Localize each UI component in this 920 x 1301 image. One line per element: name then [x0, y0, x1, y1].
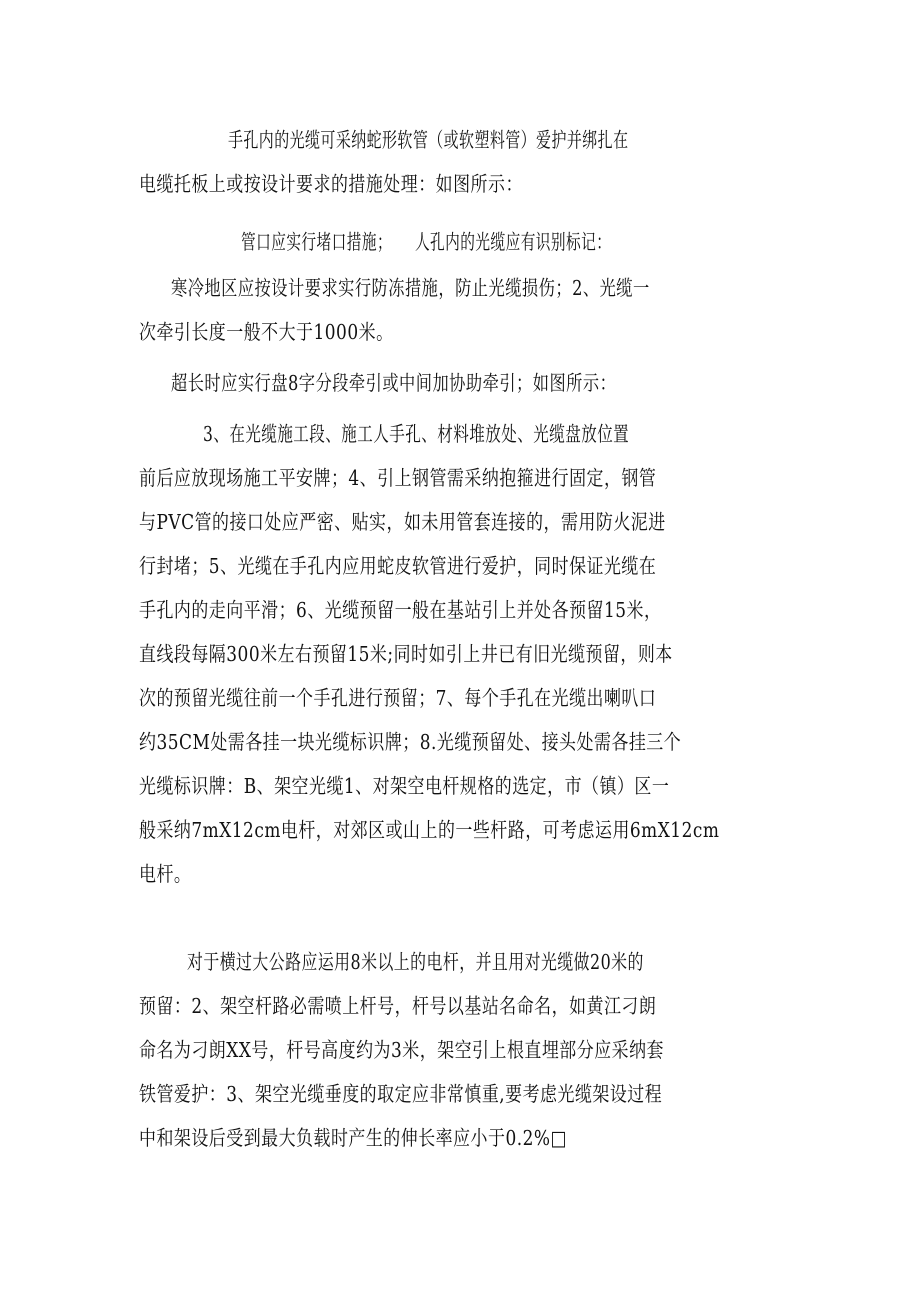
text-line: 3、在光缆施工段、施工人手孔、材料堆放处、光缆盘放位置 [203, 422, 630, 446]
text-line: 管口应实行堵口措施； 人孔内的光缆应有识别标记： [241, 230, 612, 254]
text-line: 般采纳7mX12cm电杆，对郊区或山上的一些杆路，可考虑运用6mX12cm [139, 818, 720, 842]
text-line: 铁管爱护：3、架空光缆垂度的取定应非常慎重,要考虑光缆架设过程 [139, 1082, 663, 1106]
text-line: 与PVC管的接口处应严密、贴实，如未用管套连接的，需用防火泥进 [139, 510, 666, 534]
text-line: 电杆。 [139, 862, 192, 886]
text-line: 电缆托板上或按设计要求的措施处理：如图所示： [139, 172, 523, 196]
paragraph-1 [0, 118, 920, 206]
text-line: 预留：2、架空杆路必需喷上杆号，杆号以基站名命名，如黄江刁朗 [139, 994, 657, 1018]
paragraph-6 [0, 940, 920, 1160]
text-line: 光缆标识牌：B、架空光缆1、对架空电杆规格的选定，市（镇）区一 [139, 774, 670, 798]
text-line: 手孔内的走向平滑；6、光缆预留一般在基站引上并处各预留15米， [139, 598, 662, 622]
text-line: 约35CM处需各挂一块光缆标识牌；8.光缆预留处、接头处需各挂三个 [139, 730, 682, 754]
text-line: 对于横过大公路应运用8米以上的电杆，并且用对光缆做20米的 [187, 950, 644, 974]
text-line: 命名为刁朗XX号，杆号高度约为3米，架空引上根直埋部分应采纳套 [139, 1038, 665, 1062]
text-line: 寒冷地区应按设计要求实行防冻措施，防止光缆损伤；2、光缆一 [171, 276, 650, 300]
text-line: 中和架设后受到最大负载时产生的伸长率应小于0.2%□ [139, 1126, 568, 1150]
text-line: 手孔内的光缆可采纳蛇形软管（或软塑料管）爱护并绑扎在 [228, 128, 629, 152]
text-line: 次牵引长度一般不大于1000米。 [139, 320, 394, 344]
text-line: 前后应放现场施工平安牌；4、引上钢管需采纳抱箍进行固定，钢管 [139, 466, 657, 490]
text-line: 超长时应实行盘8字分段牵引或中间加协助牵引；如图所示： [171, 371, 617, 395]
paragraph-5 [0, 412, 920, 896]
text-line: 次的预留光缆往前一个手孔进行预留；7、每个手孔在光缆出喇叭口 [139, 686, 657, 710]
paragraph-4 [0, 361, 920, 405]
paragraph-2 [0, 220, 920, 264]
paragraph-3 [0, 266, 920, 354]
text-line: 直线段每隔300米左右预留15米;同时如引上井已有旧光缆预留，则本 [139, 642, 673, 666]
text-line: 行封堵；5、光缆在手孔内应用蛇皮软管进行爱护，同时保证光缆在 [139, 554, 657, 578]
